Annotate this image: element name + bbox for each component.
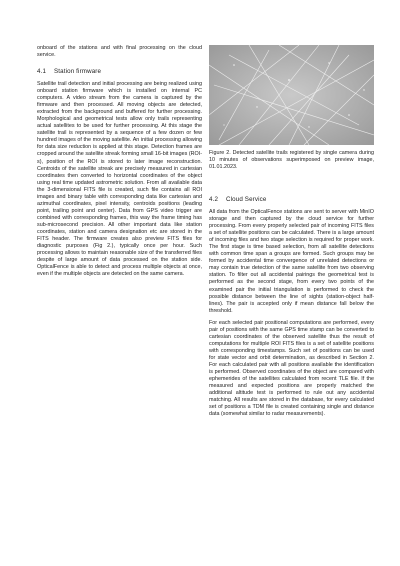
figure-caption: Figure 2. Detected satellite trails registered by single camera during 10 minutes of observations superimposed on preview image, 01.01.2023.: [209, 150, 374, 171]
intro-text: onboard of the stations and with final processing on the cloud service.: [37, 45, 202, 59]
section-number: 4.1: [37, 68, 47, 75]
figure-2-caption-block: [209, 150, 374, 176]
section-title: Station firmware: [54, 68, 102, 75]
figure-2-image: [209, 45, 374, 145]
section-4-2-paragraph-1: All data from the OpticalFence stations are sent to server with MinIO storage and then captured by the cloud service for further processing. From every properly selected pair of incoming FITS files a set of satellite positions can be calculated. There is a large amount of incoming files and two stage selection is required for proper work. The first stage is time based selection, from all satellite detections with common time span a groups are formed. Such groups may be formed by accidental time convergence of unrelated detections or may contain true detection of the same satellite from two observing station. To filter out all accidental pairings the geometrical test is performed as the second stage, from every two points of the examined pair the initial triangulation is performed to check the possible distance between the line of sights (station-object half-lines). The pair is accepted only if mean distance fall below the threshold.: [209, 209, 374, 314]
left-column: [37, 68, 202, 283]
section-number: 4.2: [209, 196, 219, 203]
intro-paragraph-block: [37, 45, 202, 64]
section-heading-4-1: [37, 68, 202, 75]
section-4-1-paragraph-1: Satellite trail detection and initial processing are being realized using onboard station firmware which is installed on internal PC computers. A video stream from the camera is captured by the firmware and then processed. All moving objects are detected, extracted from the background and buffered for further processing. Morphological and geometrical tests allow only trails representing actual satellites to be used for further processing. At this stage the satellite trail is represented by a sequence of a few dozen or few hundred images of the moving satellite. An initial processing allowing for data size reduction is applied at this stage. Detection frames are cropped around the satellite streak forming small 16-bit images (ROI-s), position of the ROI is stored to later image reconstruction. Centroids of the satellite streak are precisely measured in cartesian coordinates then converted to horizontal coordinates of the object using real time updated astrometric solution. From all available data the 3-dimensional FITS file is created, such file contains all ROI images and binary table with corresponding data like cartesian and azimuthal coordinates, pixel intensity, centroids positions (leading point, trailing point and center). Data from GPS video trigger are combined with corresponding frames, this way the frame timing has sub-microsecond precision. All other important data like station coordinates, station and camera designation etc are stored in the FITS header. The firmware creates also preview FITS files for diagnostic purposes (Fig 2.), typically once per hour. Such processing allows to maintain reasonable size of the transferred files despite of large amount of data processed on the station side. OpticalFence is able to detect and process multiple objects at once, even if the multiple objects are detected on the same camera.: [37, 81, 202, 278]
section-title: Cloud Service: [226, 196, 267, 203]
satellite-trails-preview-image: [209, 45, 374, 145]
right-column: [209, 196, 374, 423]
section-heading-4-2: [209, 196, 374, 203]
section-4-2-paragraph-2: For each selected pair positional computations are performed, every pair of positions with the same GPS time stamp can be converted to cartesian coordinates of the observed satellite thus the result of computations for multiple ROI FITS files is a set of satellite positions with corresponding timestamps. Such set of positions can be used for state vector and orbit determination, as described in Section 2. For each calculated pair with all positions available the identification is performed. Observed coordinates of the object are compared with ephemerides of the satellites calculated from recent TLE file. If the measured and expected positions are properly matched the additional altitude test is performed to rule out any accidental matching. All results are stored in the database, for every calculated set of positions a TDM file is created containing single and distance data (somewhat similar to radar measurements).: [209, 319, 374, 418]
